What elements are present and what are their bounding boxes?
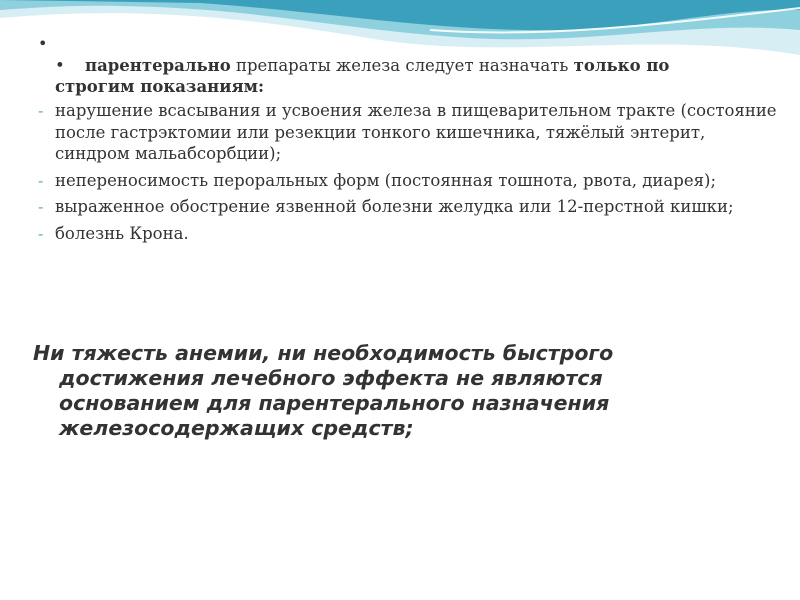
list-item-text: болезнь Крона. (55, 223, 189, 243)
closing-line-3: основанием для парентерального назначения (59, 391, 610, 415)
empty-bullet: • (38, 34, 48, 53)
list-item-text: нарушение всасывания и усвоения железа в пищеварительном тракте (состояние после гастрэктомии или резекции тонкого кишечника, тяжёлый энтерит, синдром мальабсорбции); (55, 101, 777, 163)
intro-normal: препараты железа следует назначать (230, 56, 574, 75)
dash-marker: - (38, 197, 44, 216)
list-item (38, 196, 778, 218)
indications-list (38, 100, 778, 249)
intro-bold-1: парентерально (85, 56, 231, 75)
list-item (38, 223, 778, 245)
intro-bullet: • (55, 56, 65, 75)
intro-line-1 (55, 55, 775, 76)
closing-line-2: достижения лечебного эффекта не являются (59, 366, 603, 390)
closing-statement (33, 341, 733, 441)
closing-line-1: Ни тяжесть анемии, ни необходимость быстрого (33, 341, 614, 365)
list-item-text: выраженное обострение язвенной болезни желудка или 12-перстной кишки; (55, 197, 734, 216)
list-item-text: непереносимость пероральных форм (постоянная тошнота, рвота, диарея); (55, 170, 716, 190)
intro-line-2: строгим показаниям: (55, 77, 265, 96)
list-item (38, 170, 778, 192)
closing-line-4: железосодержащих средств; (59, 416, 414, 440)
dash-marker: - (38, 223, 44, 243)
intro-paragraph (55, 55, 775, 97)
list-item (38, 100, 778, 165)
intro-bold-2: только по (573, 56, 670, 75)
dash-marker: - (38, 170, 44, 190)
dash-marker: - (38, 101, 44, 120)
